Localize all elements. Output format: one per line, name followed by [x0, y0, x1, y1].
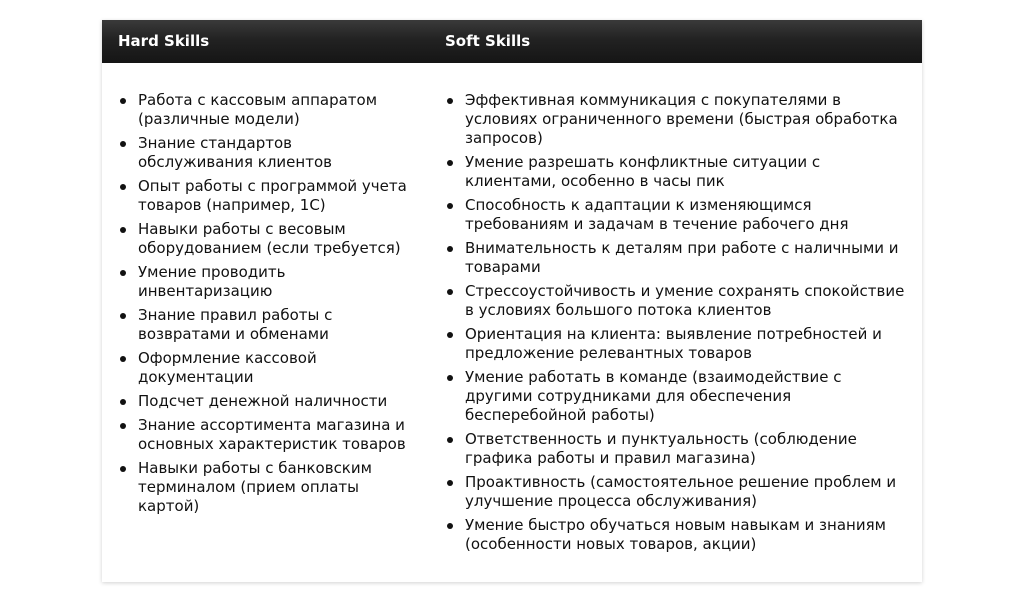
list-item: Работа с кассовым аппаратом (различные модели) — [118, 91, 408, 129]
list-item: Знание ассортимента магазина и основных характеристик товаров — [118, 416, 408, 454]
list-item: Эффективная коммуникация с покупателями в условиях ограниченного времени (быстрая обработка запросов) — [445, 91, 905, 148]
list-item: Внимательность к деталям при работе с наличными и товарами — [445, 239, 905, 277]
list-item: Оформление кассовой документации — [118, 349, 408, 387]
list-item: Навыки работы с весовым оборудованием (если требуется) — [118, 220, 408, 258]
list-item: Умение быстро обучаться новым навыкам и знаниям (особенности новых товаров, акции) — [445, 516, 905, 554]
list-item: Подсчет денежной наличности — [118, 392, 408, 411]
hard-skills-list — [118, 91, 408, 521]
list-item: Стрессоустойчивость и умение сохранять спокойствие в условиях большого потока клиентов — [445, 282, 905, 320]
skills-table — [102, 20, 922, 582]
header-soft-skills: Soft Skills — [445, 32, 531, 50]
header-hard-skills: Hard Skills — [118, 32, 210, 50]
list-item: Знание стандартов обслуживания клиентов — [118, 134, 408, 172]
list-item: Навыки работы с банковским терминалом (прием оплаты картой) — [118, 459, 408, 516]
list-item: Проактивность (самостоятельное решение проблем и улучшение процесса обслуживания) — [445, 473, 905, 511]
list-item: Ответственность и пунктуальность (соблюдение графика работы и правил магазина) — [445, 430, 905, 468]
soft-skills-list — [445, 91, 905, 559]
list-item: Способность к адаптации к изменяющимся требованиям и задачам в течение рабочего дня — [445, 196, 905, 234]
table-header — [102, 20, 922, 63]
list-item: Умение работать в команде (взаимодействие с другими сотрудниками для обеспечения бесперебойной работы) — [445, 368, 905, 425]
list-item: Ориентация на клиента: выявление потребностей и предложение релевантных товаров — [445, 325, 905, 363]
list-item: Опыт работы с программой учета товаров (например, 1С) — [118, 177, 408, 215]
list-item: Знание правил работы с возвратами и обменами — [118, 306, 408, 344]
list-item: Умение проводить инвентаризацию — [118, 263, 408, 301]
list-item: Умение разрешать конфликтные ситуации с клиентами, особенно в часы пик — [445, 153, 905, 191]
